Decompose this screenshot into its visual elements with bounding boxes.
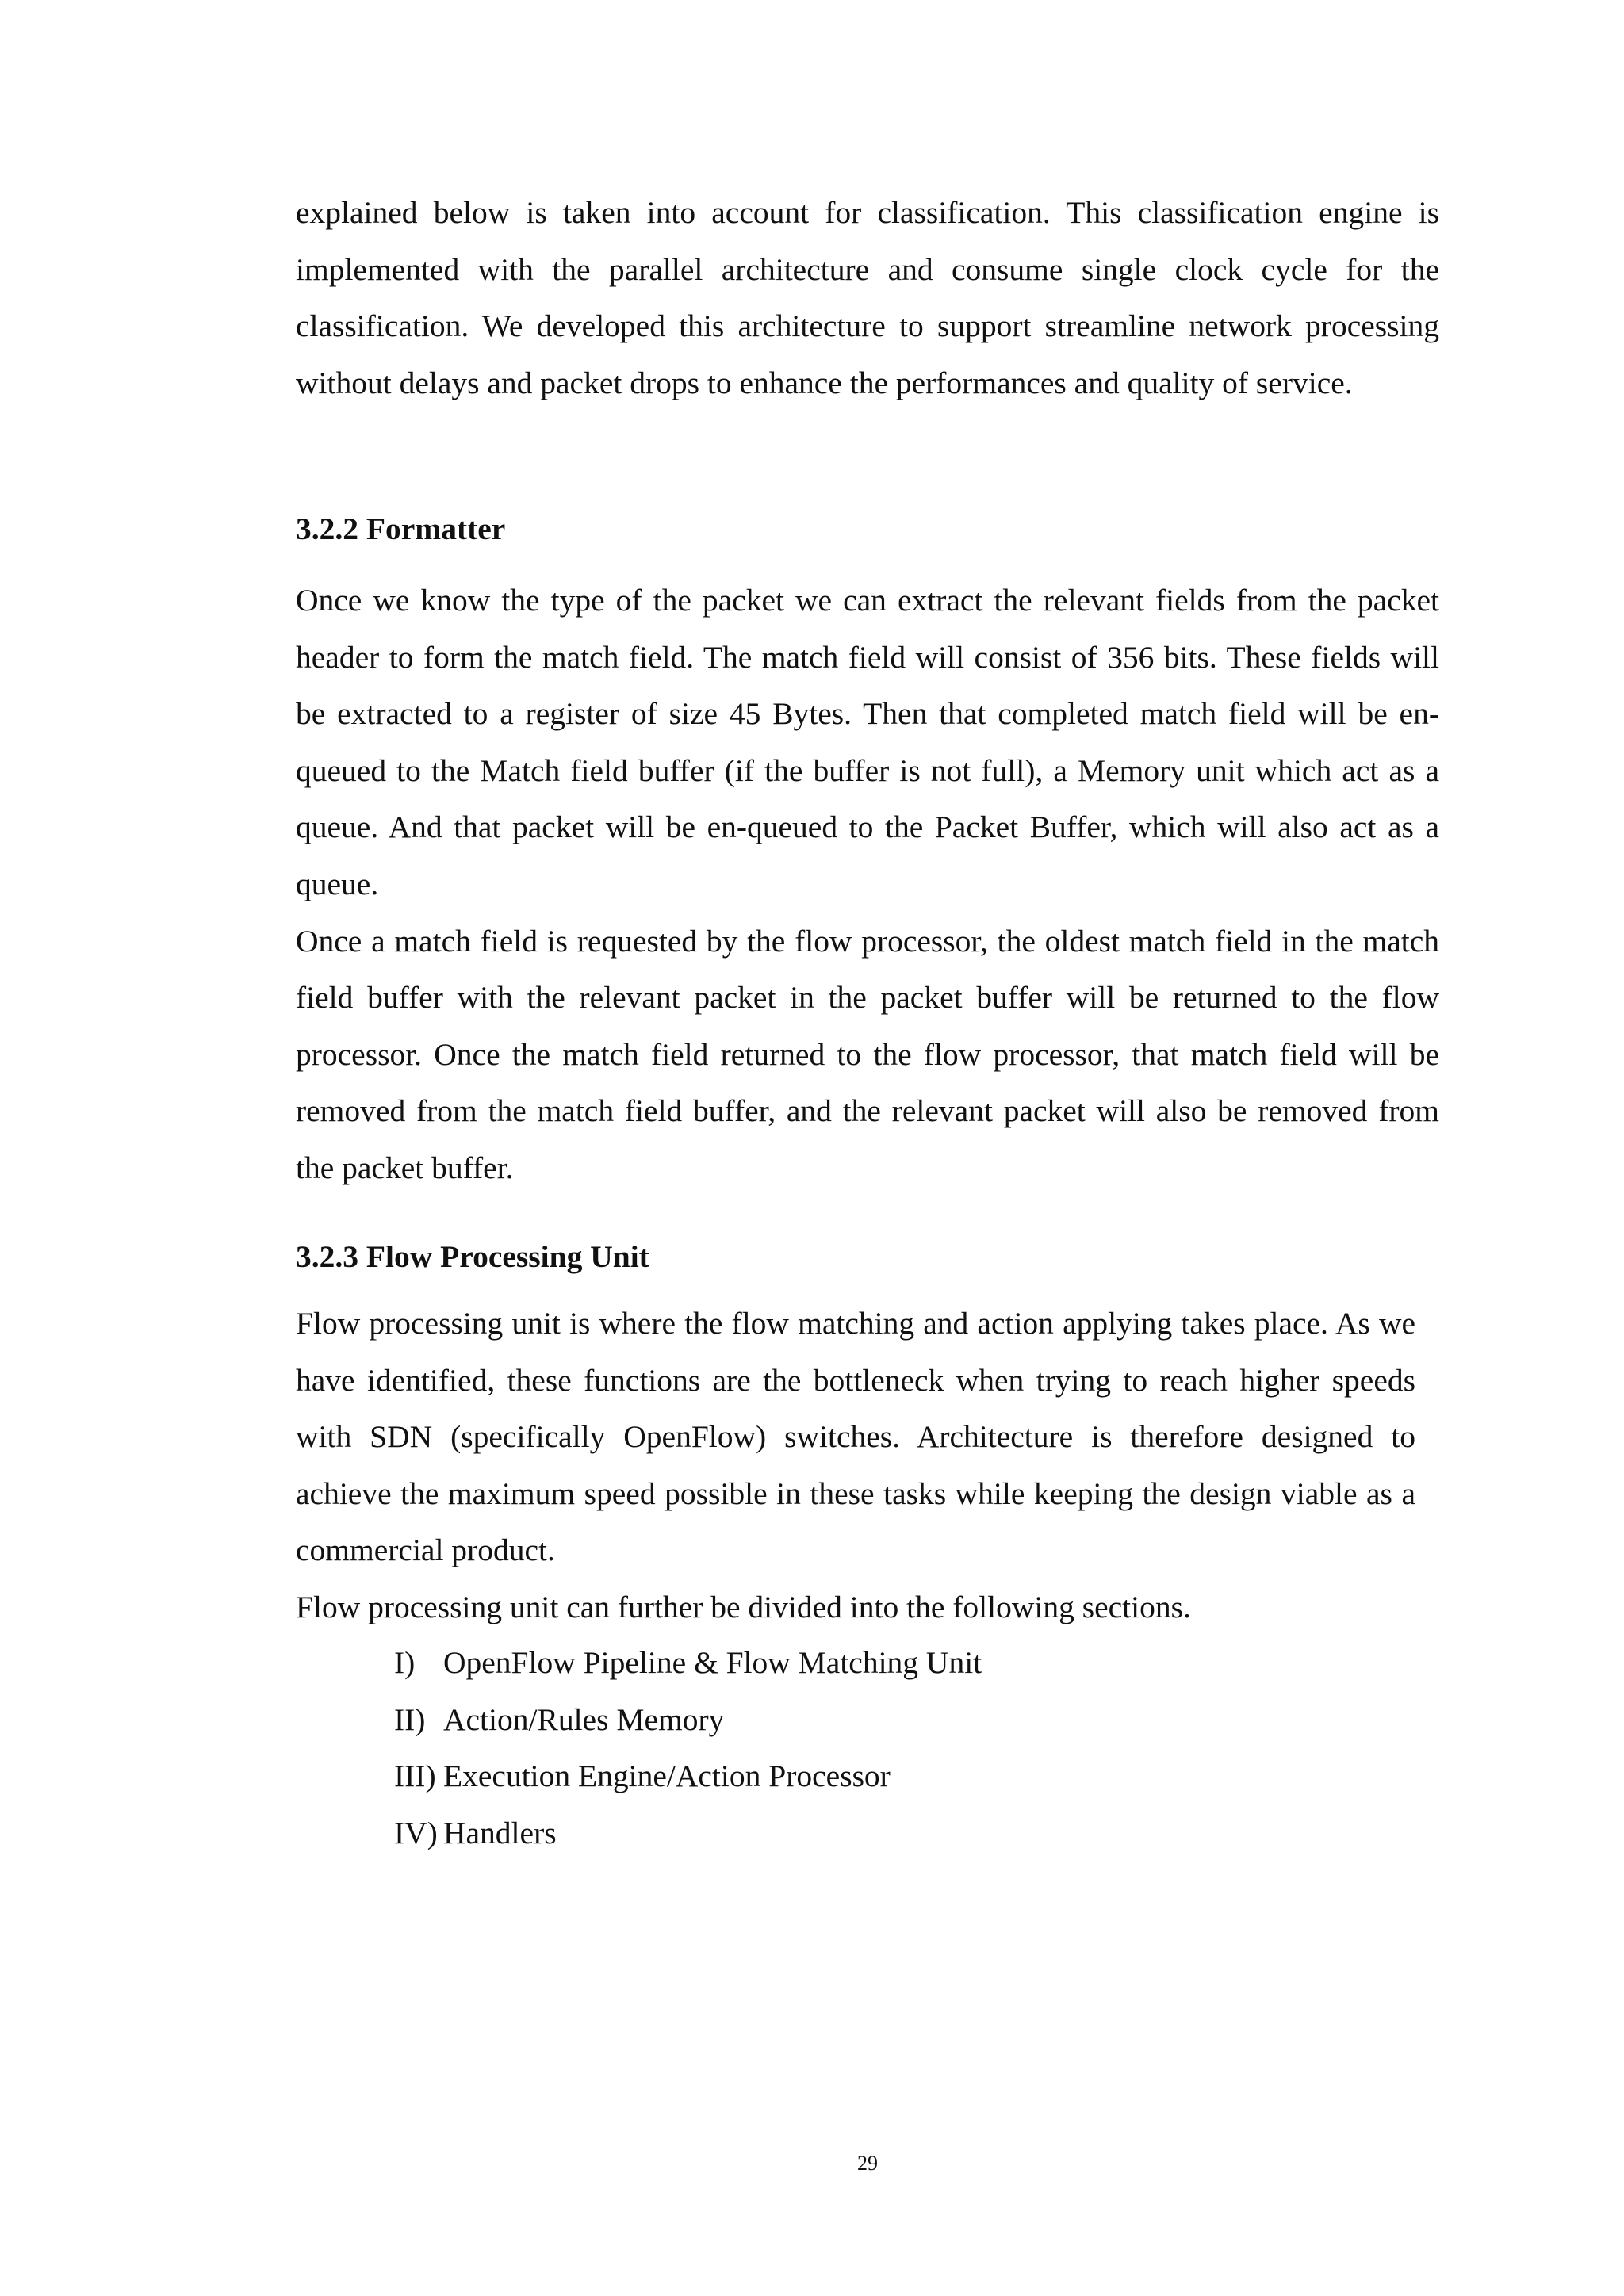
list-item [394, 1748, 982, 1805]
list-item-text: Action/Rules Memory [443, 1701, 725, 1737]
list-item-text: OpenFlow Pipeline & Flow Matching Unit [443, 1645, 982, 1680]
list-item [394, 1805, 982, 1862]
list-item-text: Handlers [443, 1815, 557, 1850]
list-item-text: Execution Engine/Action Processor [443, 1758, 891, 1794]
list-item [394, 1635, 982, 1692]
list-item-number: IV) [394, 1815, 438, 1850]
page-number: 29 [857, 2152, 878, 2175]
list-item-number: II) [394, 1701, 426, 1737]
list-item [394, 1692, 982, 1749]
sections-list [394, 1635, 982, 1862]
formatter-paragraph-1: Once we know the type of the packet we can extract the relevant fields from the packet header to form the match field. The match field will consist of 356 bits. These fields will be extracted to a register of size 45 Bytes. Then that completed match field will be en-queued to the Match field buffer (if the buffer is not full), a Memory unit which act as a queue. And that packet will be en-queued to the Packet Buffer, which will also act as a queue. [296, 583, 1439, 901]
flow-paragraph-2: Flow processing unit can further be divided into the following sections. [296, 1589, 1191, 1624]
formatter-section-body [296, 572, 1439, 1197]
list-item-number: I) [394, 1645, 416, 1680]
flow-paragraph-1: Flow processing unit is where the flow matching and action applying takes place. As we have identified, these functions are the bottleneck when trying to reach higher speeds with SDN (specifically OpenFlow) switches. Architecture is therefore designed to achieve the maximum speed possible in these tasks while keeping the design viable as a commercial product. [296, 1306, 1415, 1568]
intro-paragraph: explained below is taken into account for classification. This classification engine is implemented with the parallel architecture and consume single clock cycle for the classification. We developed this architecture to support streamline network processing without delays and packet drops to enhance the performances and quality of service. [296, 195, 1439, 400]
section-heading-formatter: 3.2.2 Formatter [296, 511, 506, 546]
section-heading-flow-processing-unit: 3.2.3 Flow Processing Unit [296, 1239, 649, 1274]
formatter-paragraph-2: Once a match field is requested by the flow processor, the oldest match field in the match field buffer with the relevant packet in the packet buffer will be returned to the flow processor. Once the match field returned to the flow processor, that match field will be removed from the match field buffer, and the relevant packet will also be removed from the packet buffer. [296, 923, 1439, 1185]
flow-processing-section-body [296, 1295, 1415, 1636]
list-item-number: III) [394, 1758, 436, 1794]
